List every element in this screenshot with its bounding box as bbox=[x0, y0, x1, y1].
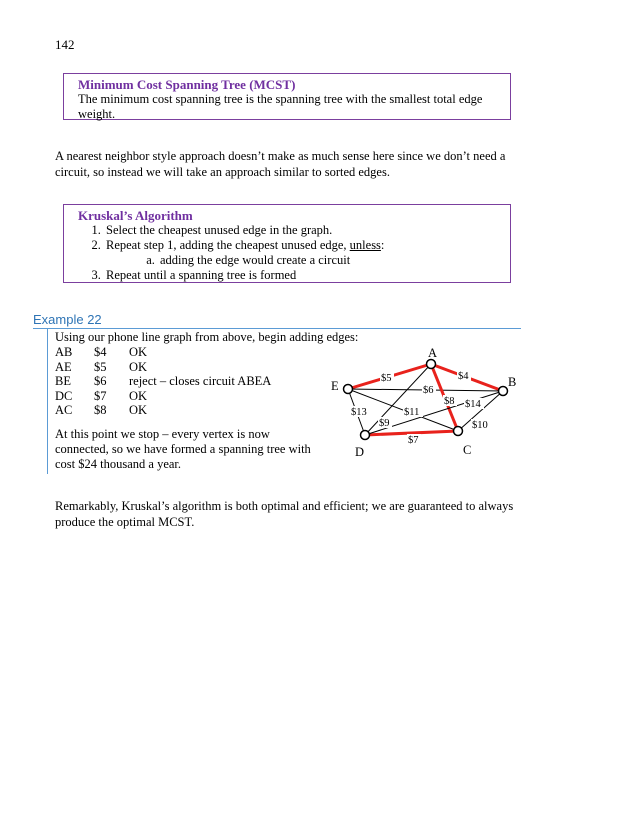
edge-edge: DC bbox=[55, 388, 73, 403]
phone-line-graph bbox=[322, 344, 522, 462]
example-side-bar bbox=[47, 328, 48, 474]
edge-cost: $5 bbox=[94, 359, 107, 374]
intro-paragraph: A nearest neighbor style approach doesn’t make as much sense here since we don’t need a circuit, so instead we will take an approach similar to sorted edges. bbox=[55, 149, 506, 179]
edge-cost: $6 bbox=[94, 374, 107, 388]
edge-cost: $4 bbox=[94, 345, 107, 359]
edge-edge: AC bbox=[55, 403, 73, 417]
edge-result: OK bbox=[129, 359, 148, 374]
edge-result: OK bbox=[129, 345, 148, 359]
edge-result: reject – closes circuit ABEA bbox=[129, 374, 272, 388]
example-conclusion: At this point we stop – every vertex is now connected, so we have formed a spanning tree with cost $24 thousand a year. bbox=[55, 427, 311, 471]
vertex-label-a: A bbox=[428, 346, 438, 360]
page-number: 142 bbox=[55, 37, 75, 52]
edge-row bbox=[55, 374, 271, 389]
edge-table bbox=[55, 345, 271, 418]
step-2-unless: unless bbox=[349, 238, 381, 252]
edge-weight-label: $4 bbox=[458, 371, 469, 382]
vertex-a bbox=[427, 360, 436, 369]
edge-weight-label: $6 bbox=[423, 385, 434, 396]
vertex-b bbox=[499, 387, 508, 396]
edge-weight-label: $8 bbox=[444, 396, 455, 407]
vertex-d bbox=[361, 431, 370, 440]
edge-result: OK bbox=[129, 388, 148, 403]
vertex-e bbox=[344, 385, 353, 394]
edge-weight-label: $5 bbox=[381, 373, 392, 384]
vertex-label-d: D bbox=[355, 445, 365, 459]
edge-row bbox=[55, 360, 271, 375]
example-rule bbox=[33, 328, 521, 329]
edge-edge: AE bbox=[55, 359, 72, 374]
vertex-label-b: B bbox=[508, 375, 517, 389]
edge-weight-label: $7 bbox=[408, 435, 419, 446]
step-2 bbox=[104, 238, 498, 268]
edge-weight-label: $10 bbox=[472, 420, 488, 431]
vertex-c bbox=[454, 427, 463, 436]
edge-cost: $8 bbox=[94, 403, 107, 417]
edge-row bbox=[55, 389, 271, 404]
edge-edge: BE bbox=[55, 374, 71, 388]
edge-weight-label: $13 bbox=[351, 407, 367, 418]
kruskal-steps bbox=[78, 223, 498, 283]
edge-edge: AB bbox=[55, 345, 73, 359]
step-2a: a. adding the edge would create a circuit bbox=[158, 253, 498, 268]
edge-cost: $7 bbox=[94, 388, 107, 403]
step-1: 1. Select the cheapest unused edge in the graph. bbox=[104, 223, 498, 238]
closing-paragraph: Remarkably, Kruskal’s algorithm is both optimal and efficient; we are guaranteed to always produce the optimal MCST. bbox=[55, 499, 514, 529]
vertex-label-c: C bbox=[463, 443, 472, 457]
kruskal-algorithm-box bbox=[63, 204, 511, 283]
edge-weight-label: $11 bbox=[404, 407, 420, 418]
mcst-title: Minimum Cost Spanning Tree (MCST) bbox=[78, 77, 296, 92]
vertex-label-e: E bbox=[331, 379, 339, 393]
step-2-substeps bbox=[106, 253, 498, 268]
edge-row bbox=[55, 403, 271, 418]
kruskal-title: Kruskal’s Algorithm bbox=[78, 208, 193, 223]
example-intro: Using our phone line graph from above, begin adding edges: bbox=[55, 330, 359, 344]
step-3: 3. Repeat until a spanning tree is formed bbox=[104, 268, 498, 283]
mcst-definition-box bbox=[63, 73, 511, 120]
example-title: Example 22 bbox=[33, 312, 102, 327]
mcst-body: The minimum cost spanning tree is the spanning tree with the smallest total edge weight. bbox=[78, 92, 483, 121]
step-2-text: Repeat step 1, adding the cheapest unused edge, bbox=[106, 238, 350, 252]
edge-weight-label: $9 bbox=[379, 418, 390, 429]
edge-row bbox=[55, 345, 271, 360]
edge-weight-label: $14 bbox=[465, 399, 481, 410]
step-2-colon: : bbox=[380, 238, 385, 252]
edge-result: OK bbox=[129, 403, 148, 417]
